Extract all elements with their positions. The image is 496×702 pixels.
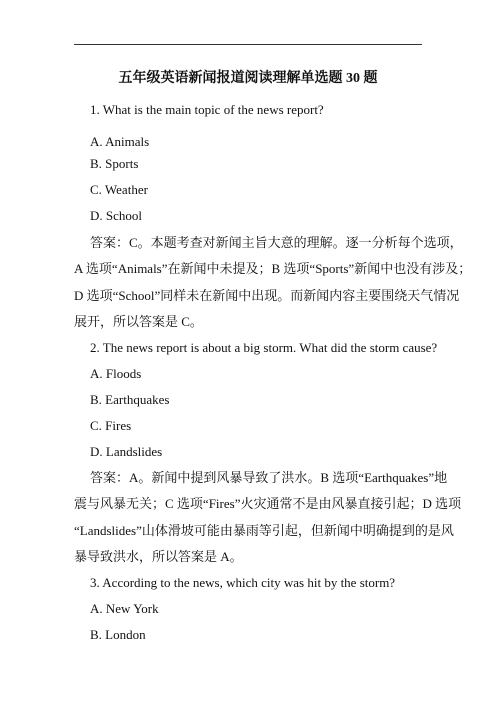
option-c: C. Fires bbox=[90, 418, 132, 433]
option-b: B. Earthquakes bbox=[90, 392, 170, 407]
option-b: B. Sports bbox=[90, 156, 139, 171]
option-a: A. Animals bbox=[90, 134, 150, 149]
option-d: D. School bbox=[90, 208, 142, 223]
answer-line: 答案：C。本题考查对新闻主旨大意的理解。逐一分析每个选项， bbox=[90, 235, 463, 250]
option-b: B. London bbox=[90, 627, 146, 642]
question-text: 2. The news report is about a big storm. What did the storm cause? bbox=[90, 340, 438, 355]
answer-line: “Landslides”山体滑坡可能由暴雨等引起，但新闻中明确提到的是风 bbox=[74, 523, 454, 538]
option-c: C. Weather bbox=[90, 182, 148, 197]
option-a: A. New York bbox=[90, 601, 159, 616]
answer-line: 答案：A。新闻中提到风暴导致了洪水。B 选项“Earthquakes”地 bbox=[90, 470, 448, 485]
answer-line: 震与风暴无关；C 选项“Fires”火灾通常不是由风暴直接引起；D 选项 bbox=[74, 496, 462, 511]
option-a: A. Floods bbox=[90, 366, 142, 381]
question-text: 1. What is the main topic of the news report? bbox=[90, 102, 324, 117]
question-text: 3. According to the news, which city was hit by the storm? bbox=[90, 575, 396, 590]
option-d: D. Landslides bbox=[90, 444, 163, 459]
answer-line: 暴导致洪水，所以答案是 A。 bbox=[74, 549, 243, 564]
document-title: 五年级英语新闻报道阅读理解单选题 30 题 bbox=[118, 71, 378, 86]
header-rule bbox=[74, 44, 422, 45]
answer-line: A 选项“Animals”在新闻中未提及；B 选项“Sports”新闻中也没有涉及； bbox=[74, 261, 472, 276]
answer-line: D 选项“School”同样未在新闻中出现。而新闻内容主要围绕天气情况 bbox=[74, 288, 460, 303]
answer-line: 展开，所以答案是 C。 bbox=[74, 314, 203, 329]
